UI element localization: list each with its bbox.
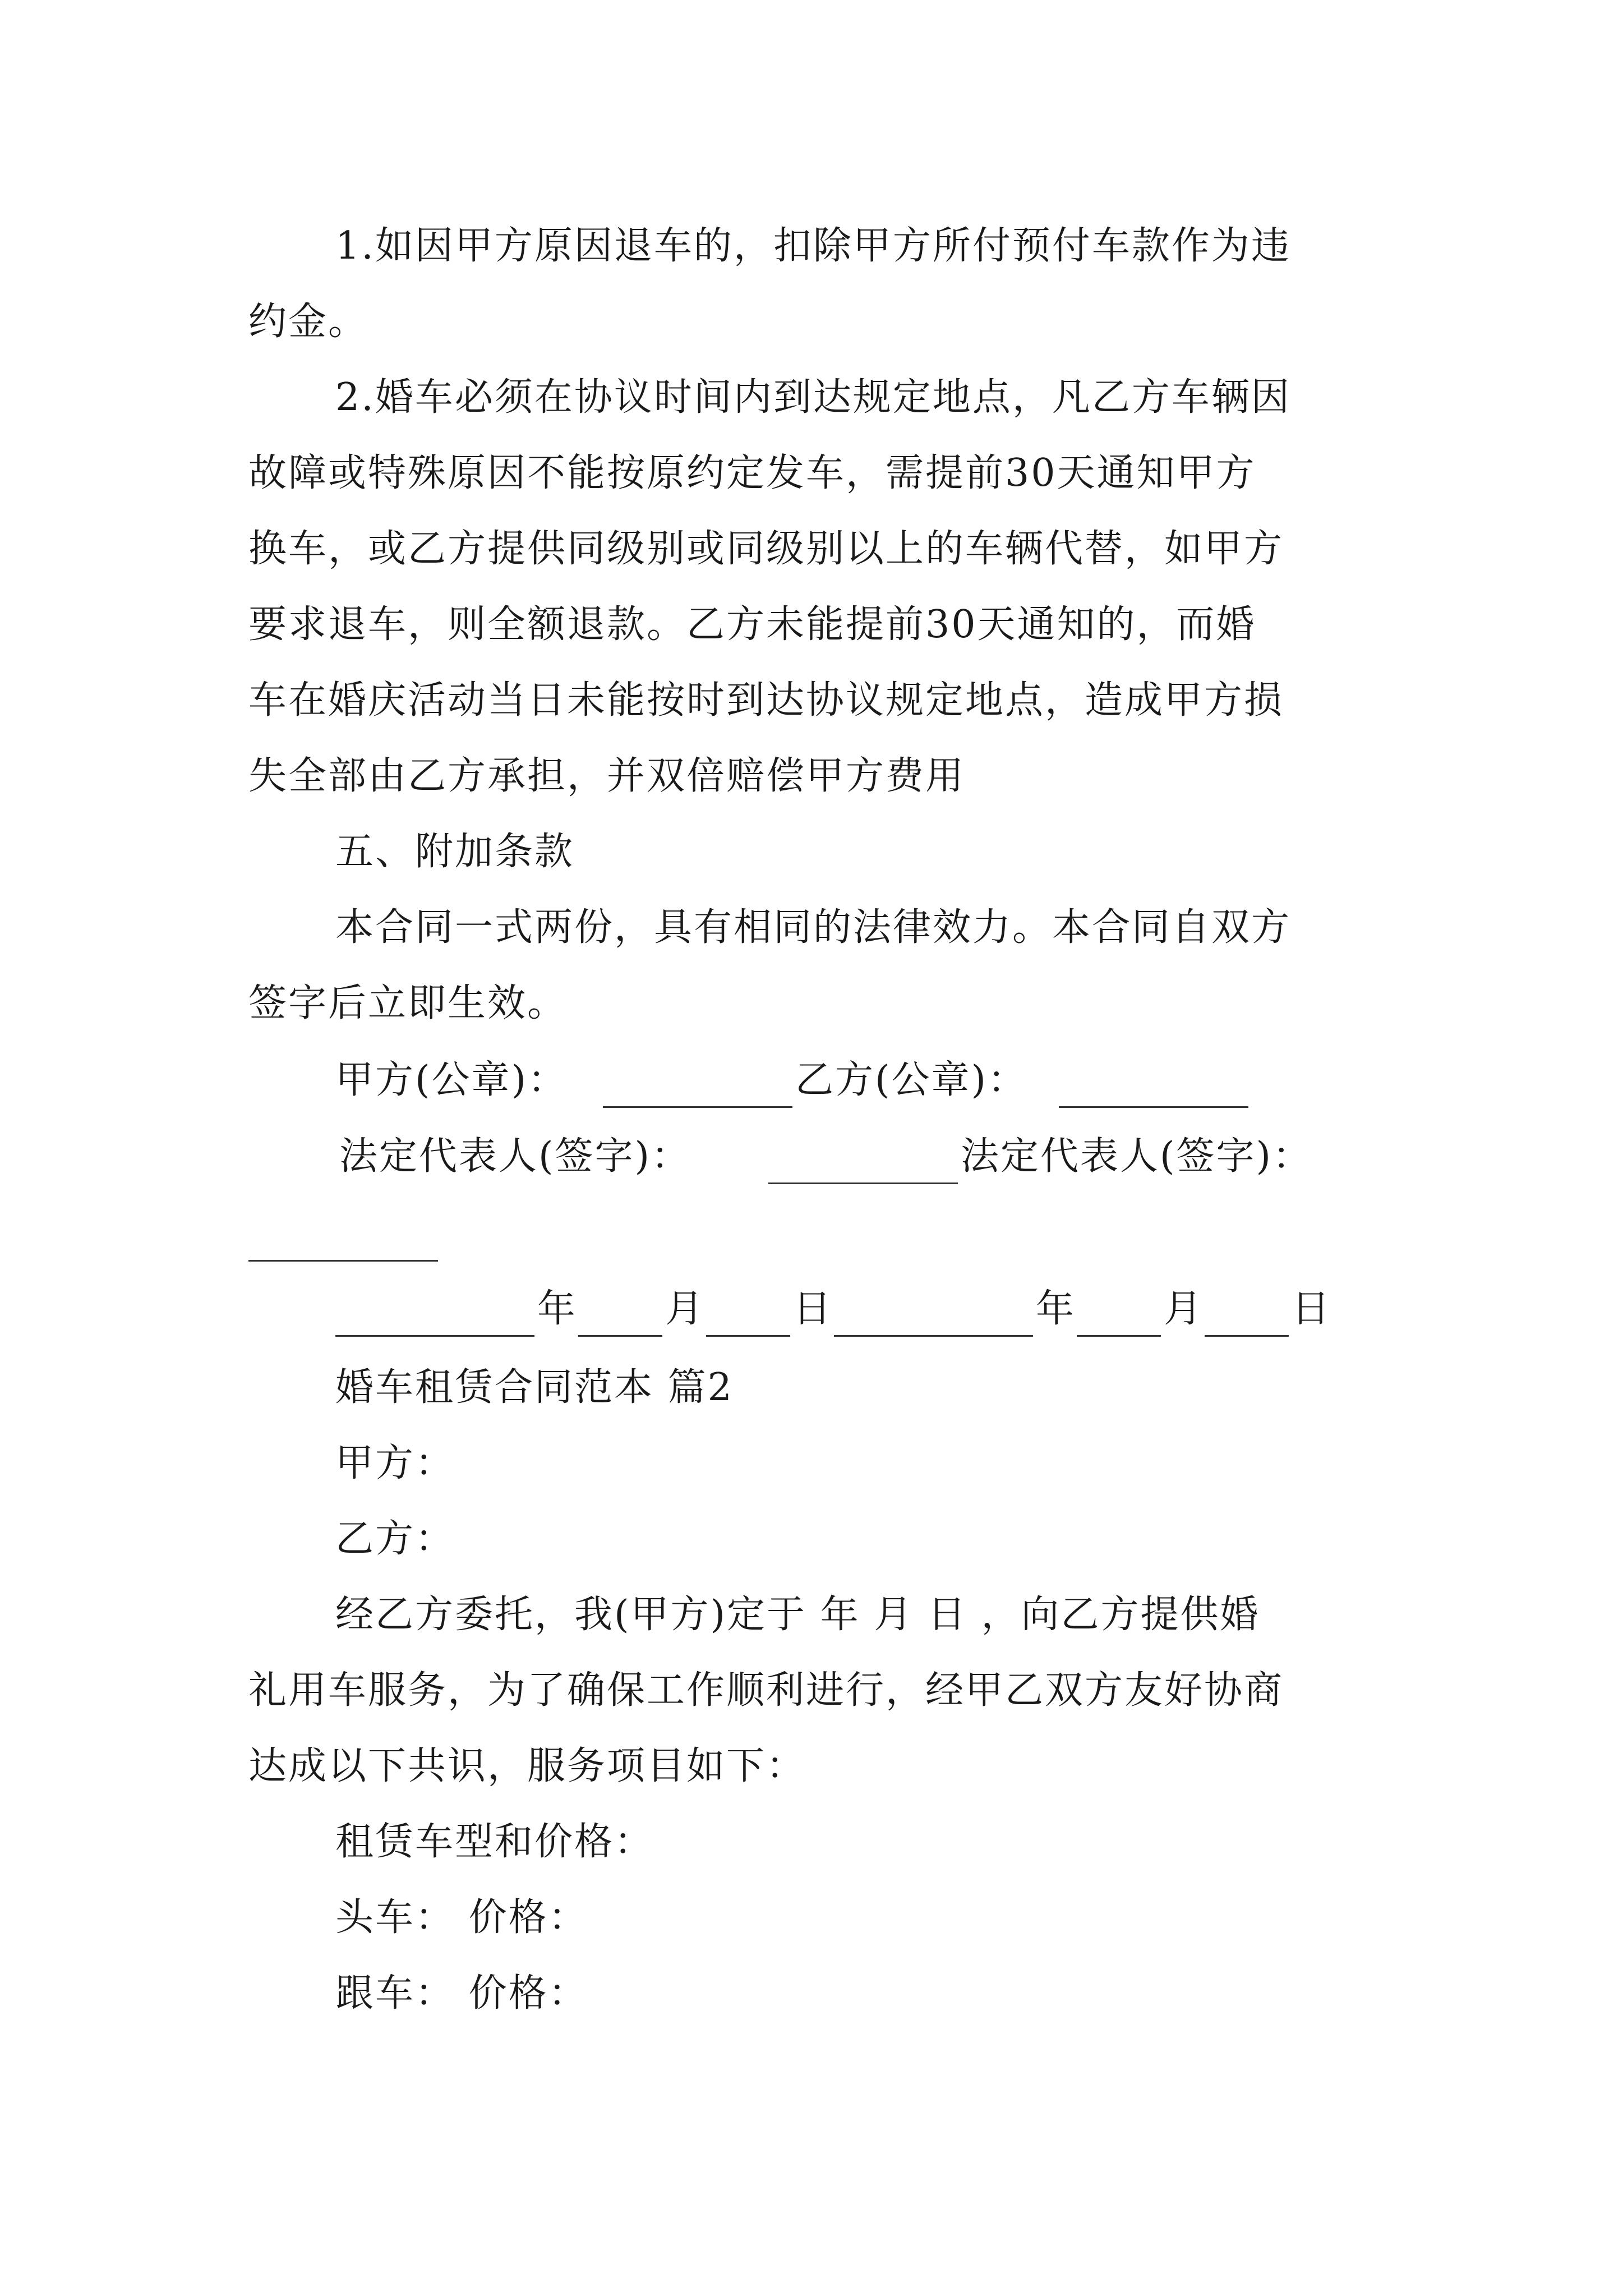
blank-line — [578, 1335, 662, 1337]
text: 2.婚车必须在协议时间内到达规定地点，凡乙方车辆因 — [335, 375, 1291, 420]
month-label: 月 — [1164, 1287, 1204, 1331]
text: 头车： 价格： — [335, 1895, 588, 1940]
text: 失全部由乙方承担，并双倍赔偿甲方费用 — [248, 754, 966, 798]
year-label: 年 — [537, 1287, 578, 1331]
blank-line — [1205, 1335, 1289, 1337]
blank-line — [603, 1106, 792, 1108]
text: 故障或特殊原因不能按原约定发车，需提前30天通知甲方 — [248, 451, 1256, 495]
text: 租赁车型和价格： — [335, 1820, 654, 1864]
text: 换车，或乙方提供同级别或同级别以上的车辆代替，如甲方 — [248, 527, 1284, 571]
text: 五、附加条款 — [335, 830, 575, 874]
text: 要求退车，则全额退款。乙方未能提前30天通知的，而婚 — [248, 602, 1256, 647]
party-a-seal-label: 甲方(公章)： — [335, 1058, 568, 1102]
blank-line — [768, 1182, 958, 1184]
text: 乙方： — [335, 1517, 455, 1561]
blank-line — [1077, 1335, 1161, 1337]
month-label: 月 — [665, 1287, 706, 1331]
blank-line — [1059, 1106, 1248, 1108]
text: 约金。 — [248, 300, 368, 344]
text: 经乙方委托，我(甲方)定于 年 月 日 ，向乙方提供婚 — [335, 1593, 1260, 1637]
blank-line — [834, 1335, 1033, 1337]
text: 达成以下共识，服务项目如下： — [248, 1744, 806, 1788]
year-label: 年 — [1036, 1287, 1076, 1331]
text: 签字后立即生效。 — [248, 981, 568, 1025]
rep-a-label: 法定代表人(签字)： — [339, 1134, 691, 1179]
party-b-seal-label: 乙方(公章)： — [795, 1058, 1028, 1102]
text: 1.如因甲方原因退车的，扣除甲方所付预付车款作为违 — [335, 224, 1291, 268]
text: 甲方： — [335, 1441, 455, 1485]
day-label: 日 — [793, 1287, 833, 1331]
blank-line — [248, 1260, 438, 1262]
text: 本合同一式两份，具有相同的法律效力。本合同自双方 — [335, 905, 1292, 950]
text: 礼用车服务，为了确保工作顺利进行，经甲乙双方友好协商 — [248, 1668, 1284, 1713]
blank-line — [706, 1335, 790, 1337]
text: 跟车： 价格： — [335, 1971, 588, 2016]
rep-b-label: 法定代表人(签字)： — [961, 1134, 1313, 1179]
text: 婚车租赁合同范本 篇2 — [335, 1365, 734, 1410]
text: 车在婚庆活动当日未能按时到达协议规定地点，造成甲方损 — [248, 678, 1284, 723]
blank-line — [335, 1335, 534, 1337]
day-label: 日 — [1292, 1287, 1332, 1331]
